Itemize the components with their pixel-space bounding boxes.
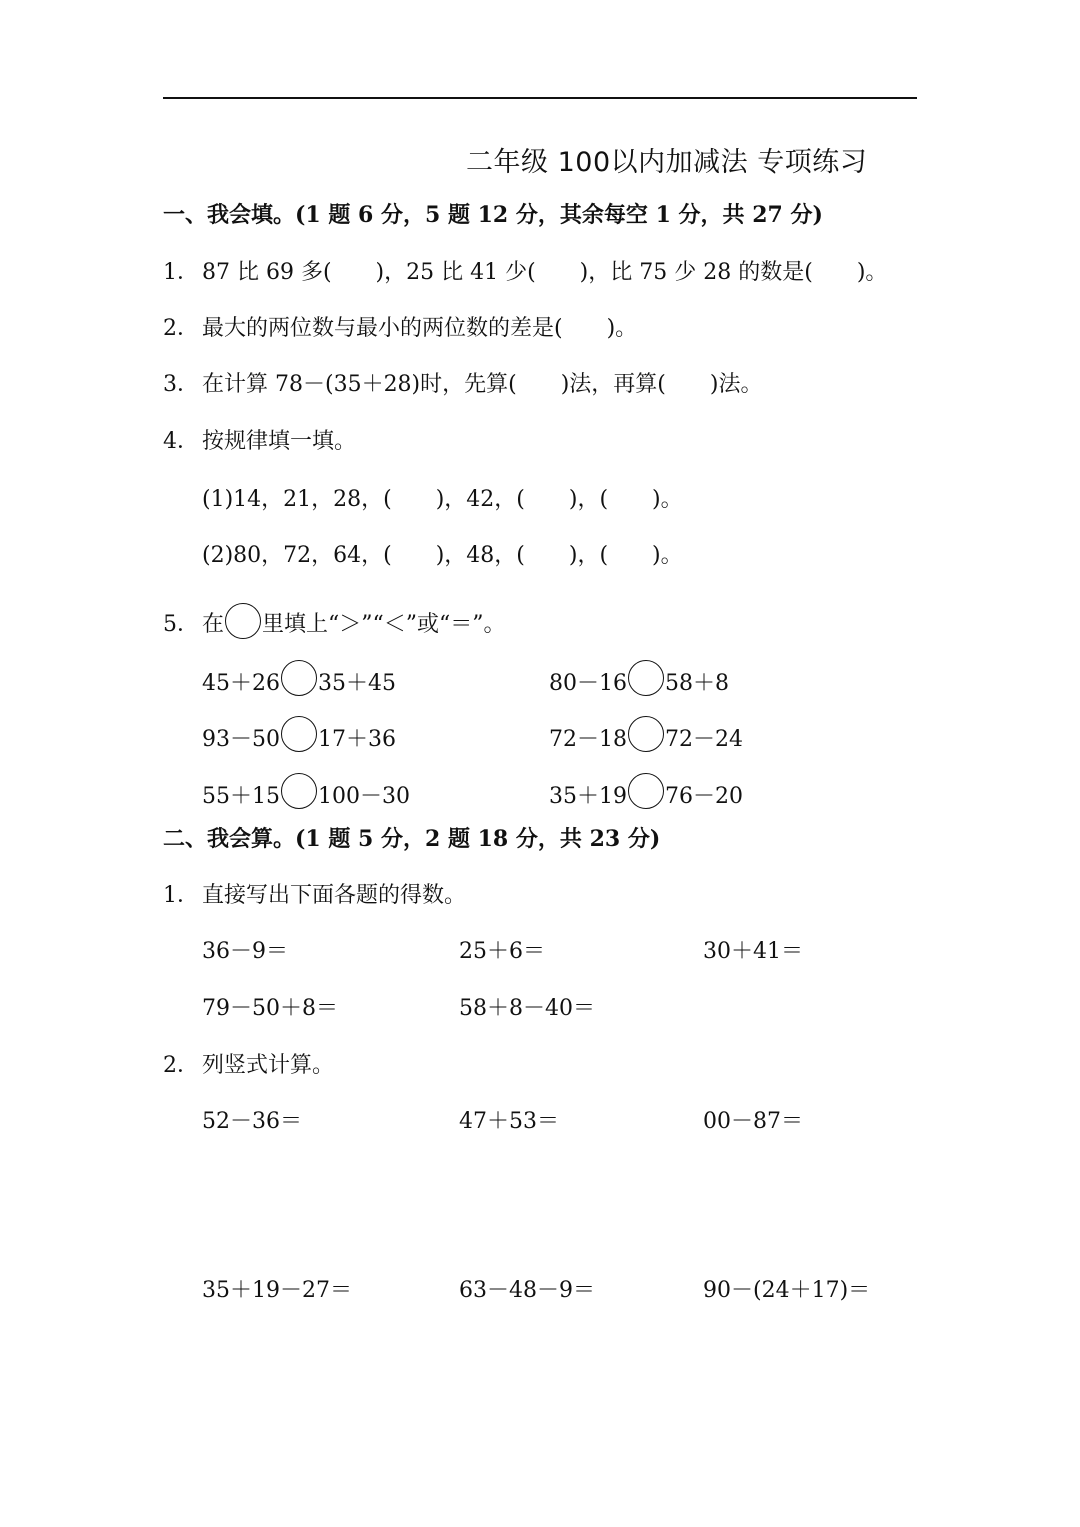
vertical-calc-item: 00－87＝ bbox=[703, 1109, 803, 1134]
question-text: 按规律填一填。 bbox=[202, 429, 357, 454]
sequence-item-1: (1)14，21，28，( )，42，( )，( )。 bbox=[202, 487, 683, 512]
compare-circle-icon[interactable] bbox=[628, 660, 664, 696]
compare-item bbox=[202, 716, 396, 755]
compare-right: 35＋45 bbox=[318, 671, 396, 696]
compare-circle-icon bbox=[225, 603, 261, 639]
compare-item bbox=[202, 773, 410, 812]
vertical-calc-item: 90－(24＋17)＝ bbox=[703, 1278, 871, 1303]
compare-right: 100－30 bbox=[318, 784, 410, 809]
compare-circle-icon[interactable] bbox=[628, 773, 664, 809]
vertical-calc-item: 47＋53＝ bbox=[459, 1109, 559, 1134]
compare-left: 93－50 bbox=[202, 727, 280, 752]
question-number: 5． bbox=[163, 612, 199, 637]
compare-left: 35＋19 bbox=[549, 784, 627, 809]
compare-left: 45＋26 bbox=[202, 671, 280, 696]
question-1-4 bbox=[163, 427, 356, 457]
mental-math-item: 25＋6＝ bbox=[459, 939, 545, 964]
question-text: 最大的两位数与最小的两位数的差是( )。 bbox=[202, 316, 638, 341]
compare-item bbox=[549, 716, 743, 755]
question-number: 2． bbox=[163, 1053, 199, 1078]
mental-math-item: 36－9＝ bbox=[202, 939, 288, 964]
question-2-2 bbox=[163, 1051, 334, 1081]
question-text: 在计算 78－(35＋28)时，先算( )法，再算( )法。 bbox=[202, 372, 763, 397]
vertical-calc-item: 52－36＝ bbox=[202, 1109, 302, 1134]
question-text-after: 里填上“＞”“＜”或“＝”。 bbox=[262, 612, 506, 637]
question-text: 列竖式计算。 bbox=[202, 1053, 335, 1078]
mental-math-item: 58＋8－40＝ bbox=[459, 996, 595, 1021]
question-number: 2． bbox=[163, 316, 199, 341]
question-2-1 bbox=[163, 881, 466, 911]
compare-right: 76－20 bbox=[665, 784, 743, 809]
question-1-5 bbox=[163, 603, 506, 640]
mental-math-item: 30＋41＝ bbox=[703, 939, 803, 964]
question-1-1 bbox=[163, 258, 887, 288]
section-1-heading: 一、我会填。(1 题 6 分，5 题 12 分，其余每空 1 分，共 27 分) bbox=[163, 202, 823, 228]
compare-left: 80－16 bbox=[549, 671, 627, 696]
header-rule bbox=[163, 97, 917, 99]
compare-item bbox=[202, 660, 396, 699]
compare-circle-icon[interactable] bbox=[281, 773, 317, 809]
page-title: 二年级 100以内加减法 专项练习 bbox=[466, 147, 868, 178]
compare-right: 58＋8 bbox=[665, 671, 729, 696]
compare-item bbox=[549, 660, 729, 699]
question-1-2 bbox=[163, 314, 637, 344]
mental-math-item: 79－50＋8＝ bbox=[202, 996, 338, 1021]
question-text: 直接写出下面各题的得数。 bbox=[202, 883, 467, 908]
question-text-before: 在 bbox=[202, 612, 225, 637]
compare-left: 72－18 bbox=[549, 727, 627, 752]
vertical-calc-item: 35＋19－27＝ bbox=[202, 1278, 352, 1303]
question-number: 3． bbox=[163, 372, 199, 397]
compare-circle-icon[interactable] bbox=[281, 716, 317, 752]
compare-item bbox=[549, 773, 743, 812]
compare-circle-icon[interactable] bbox=[281, 660, 317, 696]
compare-right: 72－24 bbox=[665, 727, 743, 752]
compare-circle-icon[interactable] bbox=[628, 716, 664, 752]
compare-left: 55＋15 bbox=[202, 784, 280, 809]
question-number: 1． bbox=[163, 260, 199, 285]
question-text: 87 比 69 多( )，25 比 41 少( )，比 75 少 28 的数是( )。 bbox=[202, 260, 888, 285]
question-number: 4． bbox=[163, 429, 199, 454]
question-1-3 bbox=[163, 370, 762, 400]
compare-right: 17＋36 bbox=[318, 727, 396, 752]
sequence-item-2: (2)80，72，64，( )，48，( )，( )。 bbox=[202, 543, 683, 568]
section-2-heading: 二、我会算。(1 题 5 分，2 题 18 分，共 23 分) bbox=[163, 826, 661, 852]
vertical-calc-item: 63－48－9＝ bbox=[459, 1278, 595, 1303]
question-number: 1． bbox=[163, 883, 199, 908]
